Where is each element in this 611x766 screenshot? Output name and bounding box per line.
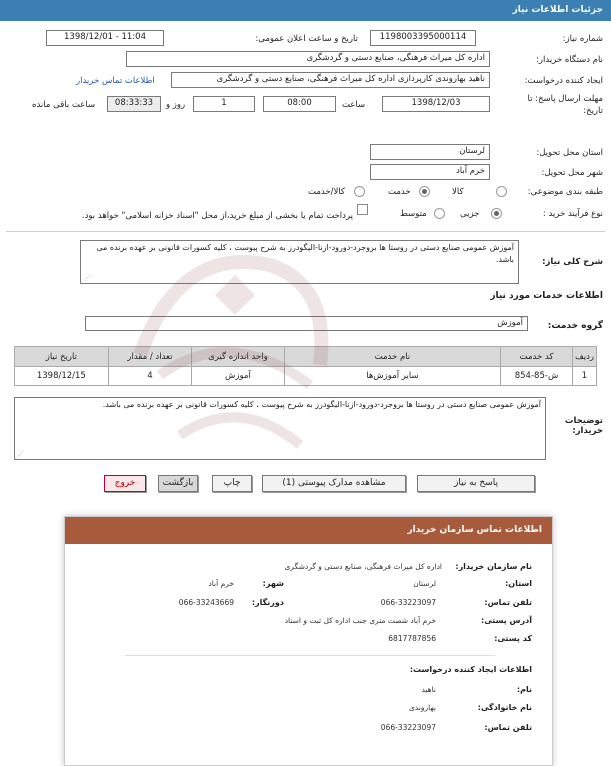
contact-city-label: شهر: (262, 579, 284, 588)
postal-address-label: آدرس پستی: (481, 616, 532, 625)
announce-datetime-label: تاریخ و ساعت اعلان عمومی: (255, 34, 358, 44)
category-radio-goods-service[interactable] (354, 186, 365, 197)
deadline-time-field: 08:00 (263, 96, 336, 112)
service-group-label: گروه خدمت: (547, 321, 603, 331)
back-button[interactable]: بازگشت (158, 475, 198, 492)
creator-phone-value: 066-33223097 (380, 723, 436, 732)
cell-unit: آموزش (192, 367, 284, 386)
need-number-field: 1198003395000114 (370, 30, 476, 46)
panel-divider (125, 655, 495, 656)
respond-button[interactable]: پاسخ به نیاز (417, 475, 535, 492)
category-option-goods: کالا (452, 187, 464, 197)
need-number-label: شماره نیاز: (562, 34, 603, 44)
creator-phone-label: تلفن تماس: (484, 723, 532, 732)
category-option-service: خدمت (388, 187, 411, 197)
col-header-service-name: نام خدمت (284, 347, 500, 367)
view-attachments-button[interactable]: مشاهده مدارک پیوستی (1) (262, 475, 406, 492)
buyer-org-label: نام دستگاه خریدار: (536, 55, 603, 65)
col-header-unit: واحد اندازه گیری (192, 347, 284, 367)
resize-grip-icon[interactable]: ⋰ (84, 274, 91, 282)
service-group-field: آموزش (85, 316, 528, 331)
contact-panel-title: اطلاعات تماس سازمان خریدار (65, 517, 552, 544)
services-section-title: اطلاعات خدمات مورد نیاز (490, 291, 603, 301)
creator-info-title: اطلاعات ایجاد کننده درخواست: (409, 665, 532, 674)
purchase-option-minor: جزیی (460, 209, 480, 219)
divider (6, 231, 605, 232)
city-field: خرم آباد (370, 164, 490, 180)
page-title: جزئیات اطلاعات نیاز (0, 0, 611, 21)
buyer-notes-label: توضیحات خریدار: (564, 416, 603, 436)
col-header-need-date: تاریخ نیاز (15, 347, 109, 367)
contact-city-value: خرم آباد (208, 579, 234, 588)
creator-family-label: نام خانوادگی: (477, 703, 532, 712)
buyer-contact-link[interactable]: اطلاعات تماس خریدار (76, 76, 155, 86)
deadline-time-label: ساعت (342, 100, 366, 110)
buyer-contact-panel (64, 516, 553, 766)
deadline-date-label: تاریخ: (583, 106, 603, 116)
remaining-days-label: روز و (166, 100, 186, 110)
purchase-radio-minor[interactable] (491, 208, 502, 219)
postal-code-value: 6817787856 (388, 634, 436, 643)
remaining-time-field: 08:33:33 (107, 96, 161, 112)
treasury-bonds-checkbox[interactable] (357, 204, 368, 215)
org-name-value: اداره کل میراث فرهنگی، صنایع دستی و گردشگری (284, 562, 442, 571)
deadline-date-field: 1398/12/03 (382, 96, 490, 112)
purchase-radio-medium[interactable] (434, 208, 445, 219)
contact-phone-label: تلفن تماس: (484, 598, 532, 607)
col-header-quantity: تعداد / مقدار (108, 347, 192, 367)
buyer-org-field: اداره کل میراث فرهنگی، صنایع دستی و گردشگری (126, 51, 490, 67)
treasury-bonds-note: پرداخت تمام یا بخشی از مبلغ خرید،از محل "اسناد خزانه اسلامی" خواهد بود. (81, 211, 353, 221)
table-row (15, 367, 597, 386)
creator-name-label: نام: (516, 685, 532, 694)
city-label: شهر محل تحویل: (541, 168, 603, 178)
province-field: لرستان (370, 144, 490, 160)
contact-fax-label: دورنگار: (251, 598, 284, 607)
cell-quantity: 4 (108, 367, 192, 386)
purchase-option-medium: متوسط (400, 209, 427, 219)
cell-service-name: سایر آموزش‌ها (284, 367, 500, 386)
deadline-label: مهلت ارسال پاسخ: تا (527, 94, 603, 104)
request-creator-label: ایجاد کننده درخواست: (524, 76, 603, 86)
description-textarea: آموزش عمومی صنایع دستی در روستا ها بروجرد-دورود-ازنا-الیگودرز به شرح پیوست ، کلیه کسورات قانونی بر عهده برنده می باشد. (80, 240, 519, 284)
contact-fax-value: 066-33243669 (178, 598, 234, 607)
cell-row-number: 1 (572, 367, 596, 386)
col-header-row-number: ردیف (572, 347, 596, 367)
exit-button[interactable]: خروج (104, 475, 146, 492)
remaining-time-label: ساعت باقی مانده (32, 100, 96, 110)
purchase-type-label: نوع فرآیند خرید : (542, 209, 603, 219)
cell-service-code: ش-85-854 (501, 367, 573, 386)
announce-datetime-field: 1398/12/01 - 11:04 (46, 30, 164, 46)
services-table (14, 346, 597, 386)
print-button[interactable]: چاپ (212, 475, 252, 492)
table-header-row (15, 347, 597, 367)
contact-province-value: لرستان (413, 579, 436, 588)
col-header-service-code: کد خدمت (501, 347, 573, 367)
contact-province-label: استان: (505, 579, 532, 588)
cell-need-date: 1398/12/15 (15, 367, 109, 386)
contact-phone-value: 066-33223097 (380, 598, 436, 607)
org-name-label: نام سازمان خریدار: (455, 562, 532, 571)
creator-family-value: بهاروندی (409, 703, 436, 712)
province-label: استان محل تحویل: (536, 148, 603, 158)
category-radio-service[interactable] (419, 186, 430, 197)
category-radio-goods[interactable] (496, 186, 507, 197)
postal-address-value: خرم آباد شصت متری جنب اداره کل ثبت و اسناد (284, 616, 436, 625)
postal-code-label: کد پستی: (494, 634, 532, 643)
category-option-goods-service: کالا/خدمت (308, 187, 345, 197)
request-creator-field: ناهید بهاروندی کارپردازی اداره کل میراث فرهنگی، صنایع دستی و گردشگری (171, 72, 490, 88)
description-label: شرح کلی نیاز: (542, 257, 603, 267)
creator-name-value: ناهید (421, 685, 436, 694)
resize-grip-icon[interactable]: ⋰ (17, 450, 24, 458)
remaining-days-field: 1 (193, 96, 255, 112)
buyer-notes-textarea: آموزش عمومی صنایع دستی در روستا ها بروجرد-دورود-ازنا-الیگودرز به شرح پیوست ، کلیه کسورات قانونی بر عهده برنده می باشد. (14, 397, 546, 460)
category-label: طبقه بندی موضوعی: (527, 187, 603, 197)
